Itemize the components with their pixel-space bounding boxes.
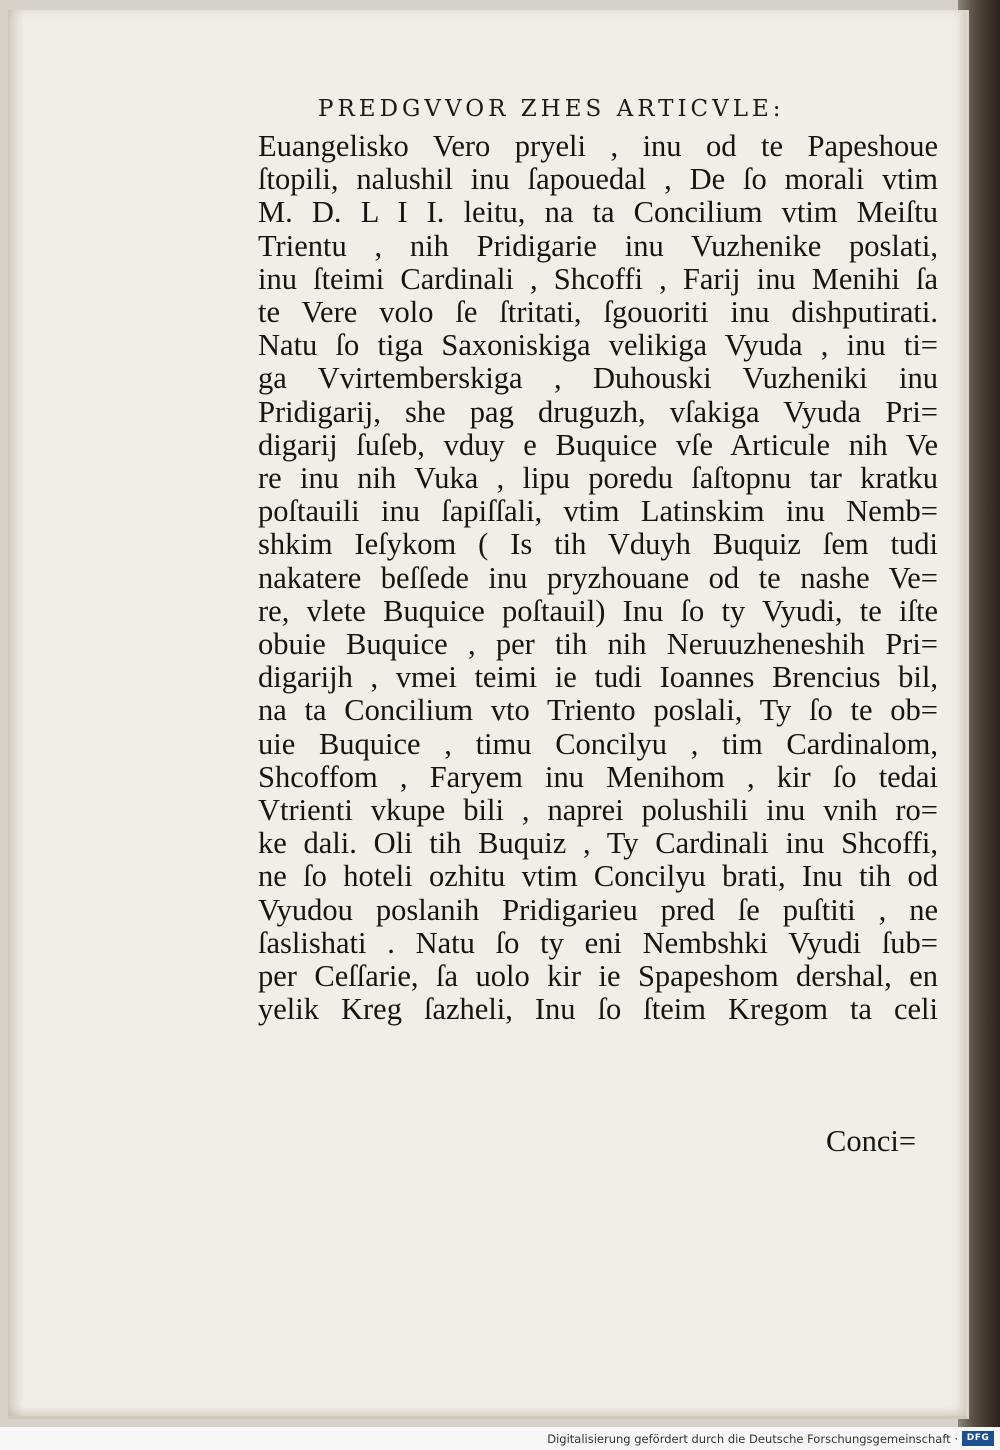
text-line: shkim Ieſykom ( Is tih Vduyh Buquiz ſem tudi [258,527,938,562]
text-line: inu ſteimi Cardinali , Shcoffi , Farij inu Menihi ſa [258,261,938,296]
text-line: digarijh , vmei teimi ie tudi Ioannes Brencius bil, [258,660,938,695]
text-line: ſtopili, nalushil inu ſapouedal , De ſo morali vtim [258,162,938,197]
text-line: nakatere beſſede inu pryzhouane od te nashe Ve= [258,560,938,595]
text-line: M. D. L I I. leitu, na ta Concilium vtim Meiſtu [258,195,938,230]
text-line: ne ſo hoteli ozhitu vtim Concilyu brati, Inu tih od [258,859,938,894]
text-line: Trientu , nih Pridigarie inu Vuzhenike poslati, [258,228,938,263]
text-line: digarij ſuſeb, vduy e Buquice vſe Articule nih Ve [258,427,938,462]
text-line: te Vere volo ſe ſtritati, ſgouoriti inu dishputirati. [258,295,938,330]
page-fold-shadow [8,10,24,1416]
text-line: ga Vvirtemberskiga , Duhouski Vuzheniki inu [258,361,938,396]
text-line: Vtrienti vkupe bili , naprei polushili inu vnih ro= [258,793,938,828]
text-line: Shcoffom , Faryem inu Menihom , kir ſo tedai [258,759,938,794]
digitization-credit: Digitalisierung gefördert durch die Deutsche Forschungsgemeinschaft · [547,1432,958,1446]
text-line: ke dali. Oli tih Buquiz , Ty Cardinali inu Shcoffi, [258,826,938,861]
text-line: re, vlete Buquice poſtauil) Inu ſo ty Vyudi, te iſte [258,593,938,628]
text-line: yelik Kreg ſazheli, Inu ſo ſteim Kregom ta celi [258,992,938,1027]
dfg-logo: DFG [962,1431,994,1446]
text-line: poſtauili inu ſapiſſali, vtim Latinskim inu Nemb= [258,494,938,529]
text-line: uie Buquice , timu Concilyu , tim Cardinalom, [258,726,938,761]
text-line: Euangelisko Vero pryeli , inu od te Papeshoue [258,129,938,163]
text-line: re inu nih Vuka , lipu poredu ſaſtopnu tar kratku [258,461,938,496]
running-head: PREDGVVOR ZHES ARTICVLE: [318,96,785,122]
body-text [258,130,938,1026]
text-line: Natu ſo tiga Saxoniskiga velikiga Vyuda , inu ti= [258,328,938,363]
text-line: Pridigarij, she pag druguzh, vſakiga Vyuda Pri= [258,394,938,429]
text-line: ſaslishati . Natu ſo ty eni Nembshki Vyudi ſub= [258,925,938,960]
text-line: per Ceſſarie, ſa uolo kir ie Spapeshom dershal, en [258,959,938,994]
text-line: na ta Concilium vto Triento poslali, Ty ſo te ob= [258,693,938,728]
text-line: Vyudou poslanih Pridigarieu pred ſe puſtiti , ne [258,892,938,927]
text-line: obuie Buquice , per tih nih Neruuzheneshih Pri= [258,627,938,662]
catchword: Conci= [826,1124,917,1158]
